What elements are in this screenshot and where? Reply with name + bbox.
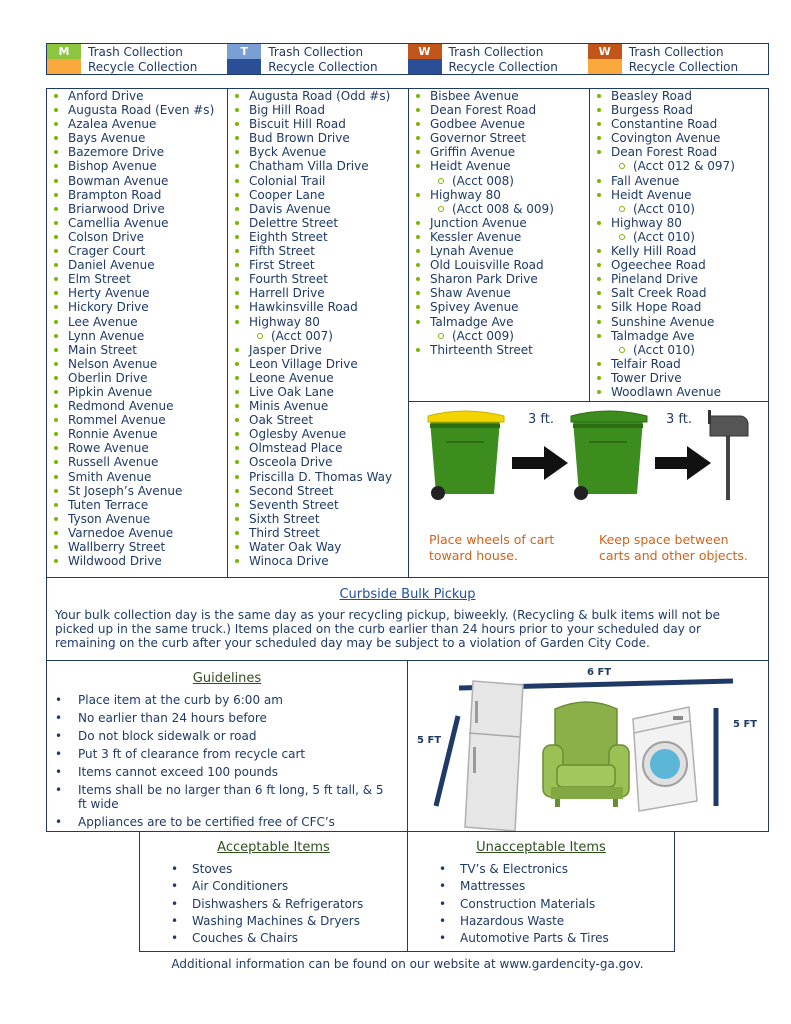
street-item: Second Street [228, 484, 408, 498]
legend-recycle-row [588, 59, 768, 74]
street-item: Talmadge Ave [590, 329, 770, 343]
street-item: Leone Avenue [228, 371, 408, 385]
street-item: Minis Avenue [228, 399, 408, 413]
street-item: Salt Creek Road [590, 286, 770, 300]
street-item: Herty Avenue [47, 286, 227, 300]
legend-trash-row [227, 44, 407, 59]
street-item: Eighth Street [228, 230, 408, 244]
street-item: Winoca Drive [228, 554, 408, 568]
footer-website-note: Additional information can be found on our website at www.gardencity-ga.gov. [171, 957, 644, 971]
legend-recycle-label: Recycle Collection [628, 59, 739, 74]
distance-label: 3 ft. [528, 412, 554, 427]
height-line [436, 716, 458, 806]
account-note: (Acct 010) [590, 202, 770, 216]
street-item: Main Street [47, 343, 227, 357]
street-item: Augusta Road (Even #s) [47, 103, 227, 117]
street-item: Junction Avenue [409, 216, 589, 230]
street-item: First Street [228, 258, 408, 272]
bulk-pickup-text: Your bulk collection day is the same day as your recycling pickup, biweekly. (Recycling & bulk items will not be picked up in the same truck.) Items placed on the curb earlier than 24 hours prior to your scheduled day or remaining on the curb after your scheduled day may be subject to a violation of Garden City Code. [55, 608, 721, 650]
guideline-item: • Appliances are to be certified free of CFC’s [47, 815, 407, 829]
street-item: Heidt Avenue [409, 159, 589, 173]
acceptable-item: • Washing Machines & Dryers [140, 914, 407, 928]
recycle-color-swatch [408, 59, 442, 74]
acceptable-item: • Dishwashers & Refrigerators [140, 897, 407, 911]
recycle-color-swatch [47, 59, 81, 74]
street-column-wednesday-b [590, 89, 770, 399]
legend-day-1 [227, 44, 407, 74]
street-item: Ronnie Avenue [47, 427, 227, 441]
height-dimension-label: 5 FT [417, 735, 442, 746]
street-item: Constantine Road [590, 117, 770, 131]
street-item: Pipkin Avenue [47, 385, 227, 399]
guidelines-list [47, 693, 407, 829]
street-item: Colson Drive [47, 230, 227, 244]
legend-day-2 [408, 44, 588, 74]
street-item: Griffin Avenue [409, 145, 589, 159]
street-item: Covington Avenue [590, 131, 770, 145]
yellow-lid-cart-icon [428, 411, 504, 500]
street-item: Augusta Road (Odd #s) [228, 89, 408, 103]
acceptable-item: • Stoves [140, 862, 407, 876]
street-item: Bazemore Drive [47, 145, 227, 159]
street-item: Daniel Avenue [47, 258, 227, 272]
street-item: Dean Forest Road [590, 145, 770, 159]
account-note: (Acct 007) [228, 329, 408, 343]
collection-legend [46, 43, 769, 75]
street-item: Bays Avenue [47, 131, 227, 145]
street-item: Cooper Lane [228, 188, 408, 202]
guidelines-section [46, 661, 408, 832]
guideline-item: • No earlier than 24 hours before [47, 711, 407, 725]
street-column-wednesday-a [409, 89, 589, 357]
recycle-color-swatch [227, 59, 261, 74]
legend-trash-label: Trash Collection [628, 44, 724, 59]
street-item: Leon Village Drive [228, 357, 408, 371]
street-item: Smith Avenue [47, 470, 227, 484]
bulk-dimensions-diagram [407, 661, 769, 832]
street-item: Godbee Avenue [409, 117, 589, 131]
street-item: Varnedoe Avenue [47, 526, 227, 540]
street-item: Sixth Street [228, 512, 408, 526]
street-item: Tower Drive [590, 371, 770, 385]
street-item: Delettre Street [228, 216, 408, 230]
street-item: Highway 80 [228, 315, 408, 329]
street-item: Bud Brown Drive [228, 131, 408, 145]
distance-label: 3 ft. [666, 412, 692, 427]
acceptable-item: • Couches & Chairs [140, 931, 407, 945]
guideline-item: • Place item at the curb by 6:00 am [47, 693, 407, 707]
street-item: Harrell Drive [228, 286, 408, 300]
street-item: Highway 80 [409, 188, 589, 202]
washing-machine-icon [633, 707, 697, 811]
day-letter-badge: W [408, 44, 442, 59]
legend-trash-label: Trash Collection [448, 44, 544, 59]
street-item: Pineland Drive [590, 272, 770, 286]
guideline-item: • Items cannot exceed 100 pounds [47, 765, 407, 779]
street-item: Fifth Street [228, 244, 408, 258]
street-item: Woodlawn Avenue [590, 385, 770, 399]
acceptable-items-title: Acceptable Items [217, 840, 330, 855]
account-note: (Acct 009) [409, 329, 589, 343]
acceptable-items-list [140, 862, 407, 945]
street-item: St Joseph’s Avenue [47, 484, 227, 498]
refrigerator-icon [465, 681, 523, 831]
green-lid-cart-icon [571, 411, 647, 500]
acceptable-item: • Air Conditioners [140, 879, 407, 893]
day-letter-badge: W [588, 44, 622, 59]
street-item: Tuten Terrace [47, 498, 227, 512]
street-column-tuesday [228, 89, 408, 568]
guidelines-title: Guidelines [192, 671, 262, 686]
street-item: Highway 80 [590, 216, 770, 230]
street-item: Briarwood Drive [47, 202, 227, 216]
legend-day-3 [588, 44, 768, 74]
street-item: Live Oak Lane [228, 385, 408, 399]
account-note: (Acct 008) [409, 174, 589, 188]
street-item: Oberlin Drive [47, 371, 227, 385]
street-item: Beasley Road [590, 89, 770, 103]
street-item: Talmadge Ave [409, 315, 589, 329]
street-item: Kessler Avenue [409, 230, 589, 244]
account-note: (Acct 008 & 009) [409, 202, 589, 216]
guideline-item: • Items shall be no larger than 6 ft long, 5 ft tall, & 5 ft wide [47, 783, 407, 811]
legend-recycle-label: Recycle Collection [88, 59, 198, 74]
street-item: Third Street [228, 526, 408, 540]
legend-recycle-row [47, 59, 227, 74]
street-item: Lynah Avenue [409, 244, 589, 258]
street-item: Kelly Hill Road [590, 244, 770, 258]
unacceptable-item: • TV’s & Electronics [408, 862, 674, 876]
cart-placement-diagram [408, 402, 769, 578]
cart-note-line: Place wheels of cart [429, 532, 555, 547]
bulk-items-illustration [407, 661, 768, 831]
street-item: Chatham Villa Drive [228, 159, 408, 173]
legend-trash-row [408, 44, 588, 59]
street-item: Nelson Avenue [47, 357, 227, 371]
street-item: Priscilla D. Thomas Way [228, 470, 408, 484]
street-item: Old Louisville Road [409, 258, 589, 272]
bulk-pickup-section [46, 577, 769, 661]
street-item: Colonial Trail [228, 174, 408, 188]
unacceptable-item: • Mattresses [408, 879, 674, 893]
cart-note-line: toward house. [429, 548, 518, 563]
street-item: Oglesby Avenue [228, 427, 408, 441]
street-item: Big Hill Road [228, 103, 408, 117]
street-item: Brampton Road [47, 188, 227, 202]
street-item: Dean Forest Road [409, 103, 589, 117]
street-item: Azalea Avenue [47, 117, 227, 131]
street-item: Sunshine Avenue [590, 315, 770, 329]
street-item: Rowe Avenue [47, 441, 227, 455]
legend-trash-row [47, 44, 227, 59]
unacceptable-items-title: Unacceptable Items [476, 840, 606, 855]
street-item: Anford Drive [47, 89, 227, 103]
legend-recycle-row [227, 59, 407, 74]
acceptable-items-section [139, 831, 408, 952]
street-item: Russell Avenue [47, 455, 227, 469]
street-item: Silk Hope Road [590, 300, 770, 314]
street-item: Oak Street [228, 413, 408, 427]
arrow-right-icon [512, 446, 568, 480]
street-item: Lee Avenue [47, 315, 227, 329]
street-item: Telfair Road [590, 357, 770, 371]
street-item: Rommel Avenue [47, 413, 227, 427]
street-item: Elm Street [47, 272, 227, 286]
street-item: Heidt Avenue [590, 188, 770, 202]
street-schedule-table [46, 88, 769, 578]
street-item: Wildwood Drive [47, 554, 227, 568]
guideline-item: • Put 3 ft of clearance from recycle cart [47, 747, 407, 761]
legend-recycle-label: Recycle Collection [448, 59, 558, 74]
legend-trash-label: Trash Collection [268, 44, 364, 59]
street-item: Ogeechee Road [590, 258, 770, 272]
street-item: Seventh Street [228, 498, 408, 512]
street-item: Burgess Road [590, 103, 770, 117]
street-item: Davis Avenue [228, 202, 408, 216]
street-item: Byck Avenue [228, 145, 408, 159]
street-column-monday [47, 89, 227, 568]
account-note: (Acct 012 & 097) [590, 159, 770, 173]
street-item: Fall Avenue [590, 174, 770, 188]
street-item: Fourth Street [228, 272, 408, 286]
mailbox-icon [708, 410, 748, 500]
street-item: Olmstead Place [228, 441, 408, 455]
cart-note-wheels [429, 532, 554, 564]
street-item: Lynn Avenue [47, 329, 227, 343]
length-dimension-label: 6 FT [587, 667, 612, 678]
unacceptable-items-section [407, 831, 675, 952]
unacceptable-item: • Automotive Parts & Tires [408, 931, 674, 945]
width-dimension-label: 5 FT [733, 719, 758, 730]
day-letter-badge: T [227, 44, 261, 59]
street-item: Redmond Avenue [47, 399, 227, 413]
recycle-color-swatch [588, 59, 622, 74]
street-item: Hickory Drive [47, 300, 227, 314]
armchair-icon [543, 702, 629, 807]
street-item: Sharon Park Drive [409, 272, 589, 286]
street-item: Bowman Avenue [47, 174, 227, 188]
street-item: Shaw Avenue [409, 286, 589, 300]
day-letter-badge: M [47, 44, 81, 59]
guideline-item: • Do not block sidewalk or road [47, 729, 407, 743]
legend-trash-row [588, 44, 768, 59]
account-note: (Acct 010) [590, 230, 770, 244]
unacceptable-item: • Construction Materials [408, 897, 674, 911]
cart-note-line: Keep space between [599, 532, 729, 547]
street-item: Jasper Drive [228, 343, 408, 357]
legend-trash-label: Trash Collection [88, 44, 183, 59]
legend-recycle-row [408, 59, 588, 74]
street-item: Hawkinsville Road [228, 300, 408, 314]
street-item: Governor Street [409, 131, 589, 145]
cart-note-line: carts and other objects. [599, 548, 748, 563]
unacceptable-item: • Hazardous Waste [408, 914, 674, 928]
legend-day-0 [47, 44, 227, 74]
unacceptable-items-list [408, 862, 674, 945]
street-item: Bishop Avenue [47, 159, 227, 173]
cart-note-space [599, 532, 748, 564]
street-item: Thirteenth Street [409, 343, 589, 357]
street-item: Osceola Drive [228, 455, 408, 469]
street-item: Water Oak Way [228, 540, 408, 554]
arrow-right-icon [655, 446, 711, 480]
legend-recycle-label: Recycle Collection [268, 59, 378, 74]
bulk-pickup-title: Curbside Bulk Pickup [339, 587, 476, 602]
account-note: (Acct 010) [590, 343, 770, 357]
street-item: Biscuit Hill Road [228, 117, 408, 131]
street-item: Spivey Avenue [409, 300, 589, 314]
street-item: Camellia Avenue [47, 216, 227, 230]
street-item: Bisbee Avenue [409, 89, 589, 103]
street-item: Tyson Avenue [47, 512, 227, 526]
street-item: Crager Court [47, 244, 227, 258]
street-item: Wallberry Street [47, 540, 227, 554]
